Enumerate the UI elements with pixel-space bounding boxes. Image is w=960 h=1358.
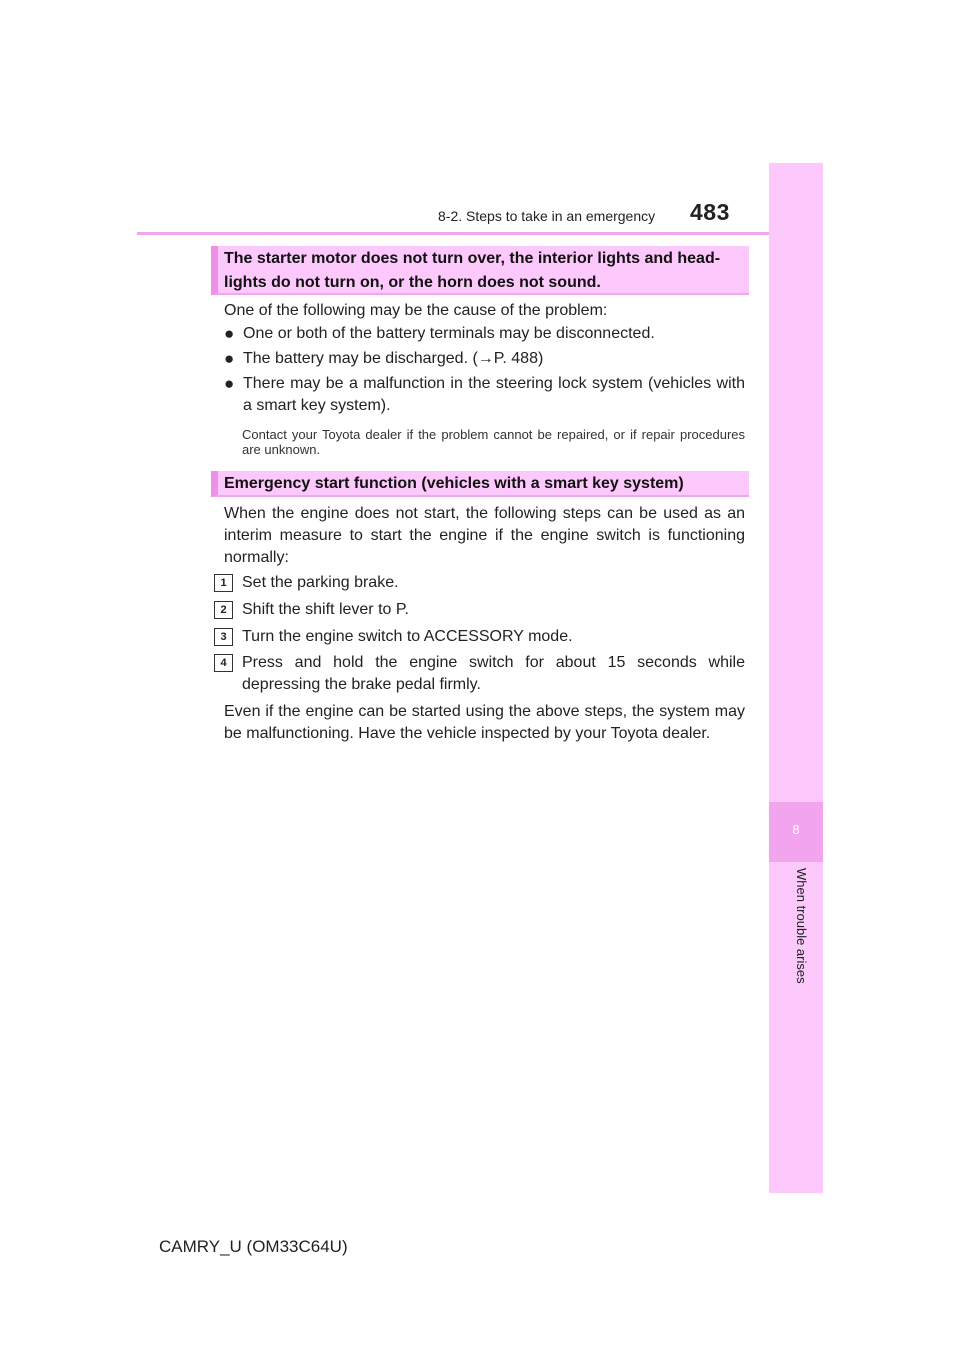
step-number-badge: 2 xyxy=(214,601,233,619)
step-number-badge: 3 xyxy=(214,628,233,646)
step-text: Set the parking brake. xyxy=(242,574,399,591)
chapter-title: When trouble arises xyxy=(794,868,809,984)
step-number-badge: 1 xyxy=(214,574,233,592)
dealer-note: Contact your Toyota dealer if the problem cannot be repaired, or if repair procedures are unknown. xyxy=(242,427,745,457)
step-text: Press and hold the engine switch for about 15 seconds while depressing the brake pedal firmly. xyxy=(242,654,745,693)
header-rule xyxy=(137,232,823,235)
section-heading-starter xyxy=(211,246,749,295)
closing-paragraph: Even if the engine can be started using the above steps, the system may be malfunctioning. Have the vehicle inspected by your Toyota dealer. xyxy=(224,703,745,742)
step-text: Shift the shift lever to P. xyxy=(242,601,409,618)
bullet-text: One or both of the battery terminals may be disconnected. xyxy=(243,325,655,342)
section-heading-line-2: lights do not turn on, or the horn does not sound. xyxy=(224,274,601,291)
cause-intro: One of the following may be the cause of the problem: xyxy=(224,302,608,319)
bullet-text: The battery may be discharged. (→P. 488) xyxy=(243,350,544,367)
step-number-badge: 4 xyxy=(214,654,233,672)
document-code: CAMRY_U (OM33C64U) xyxy=(159,1237,348,1256)
bullet-text: There may be a malfunction in the steering lock system (vehicles with a smart key system). xyxy=(243,375,745,414)
bullet-icon: ● xyxy=(224,349,235,368)
section-heading-line-1: The starter motor does not turn over, the interior lights and head- xyxy=(224,250,721,267)
emergency-start-intro: When the engine does not start, the following steps can be used as an interim measure to start the engine if the engine switch is functioning normally: xyxy=(224,505,745,566)
page-number: 483 xyxy=(690,199,730,225)
section-heading-emergency-start: Emergency start function (vehicles with a smart key system) xyxy=(211,471,749,497)
step-text: Turn the engine switch to ACCESSORY mode. xyxy=(242,628,573,645)
bullet-icon: ● xyxy=(224,324,235,343)
chapter-side-tab xyxy=(769,163,823,1193)
bullet-icon: ● xyxy=(224,374,235,393)
chapter-number: 8 xyxy=(792,822,800,837)
header-section-title: 8-2. Steps to take in an emergency xyxy=(438,208,656,224)
